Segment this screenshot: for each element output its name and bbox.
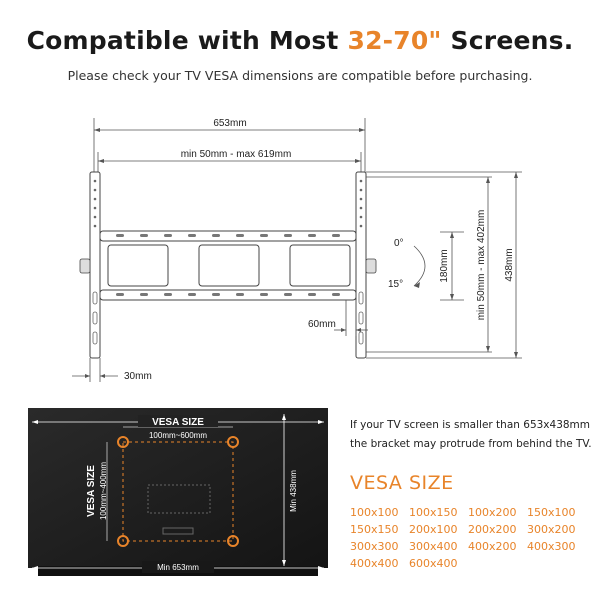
vesa-size-item: 100x150 — [409, 506, 458, 519]
vesa-size-list — [350, 506, 590, 571]
tilt-top-label: 0° — [394, 238, 404, 249]
min-height-label: Min 438mm — [289, 470, 298, 512]
tilt-bottom-label: 15° — [388, 279, 404, 290]
vesa-size-item: 600x400 — [409, 557, 458, 570]
vesa-size-item: 150x100 — [527, 506, 576, 519]
horizontal-range-label: 100mm~600mm — [148, 431, 208, 440]
headline-prefix: Compatible with Most — [26, 26, 348, 55]
size-note-line1: If your TV screen is smaller than 653x438mm — [350, 419, 591, 431]
rail-height-label: 180mm — [439, 249, 450, 283]
vesa-size-item: 200x200 — [468, 523, 517, 536]
subtitle: Please check your TV VESA dimensions are compatible before purchasing. — [67, 68, 533, 83]
vesa-size-item: 300x400 — [409, 540, 458, 553]
vesa-size-item: 100x200 — [468, 506, 517, 519]
vesa-size-item: 100x100 — [350, 506, 399, 519]
vesa-label-side: VESA SIZE — [86, 465, 97, 517]
vesa-size-item: 400x400 — [350, 557, 399, 570]
vesa-size-item: 150x150 — [350, 523, 399, 536]
vertical-range-label: 100mm~400mm — [99, 461, 108, 521]
headline-suffix: Screens. — [441, 26, 574, 55]
min-width-label: Min 653mm — [157, 563, 199, 572]
vesa-size-item: 400x200 — [468, 540, 517, 553]
size-note-line2: the bracket may protrude from behind the TV. — [350, 438, 592, 450]
height-range-label: min 50mm - max 402mm — [476, 209, 487, 321]
vesa-size-item: 300x200 — [527, 523, 576, 536]
headline-highlight: 32-70" — [347, 26, 442, 55]
size-note — [350, 416, 595, 454]
height-total-label: 438mm — [504, 248, 515, 282]
depth-label: 30mm — [124, 371, 152, 382]
tv-vesa-panel — [28, 408, 328, 580]
wall-offset-label: 60mm — [308, 319, 336, 330]
vesa-size-item: 300x300 — [350, 540, 399, 553]
vesa-size-item: 200x100 — [409, 523, 458, 536]
vesa-size-item: 400x300 — [527, 540, 576, 553]
width-total-label: 653mm — [213, 118, 247, 129]
vesa-heading: VESA SIZE — [350, 472, 454, 494]
width-range-label: min 50mm - max 619mm — [180, 149, 292, 160]
vesa-label-top: VESA SIZE — [152, 417, 204, 428]
